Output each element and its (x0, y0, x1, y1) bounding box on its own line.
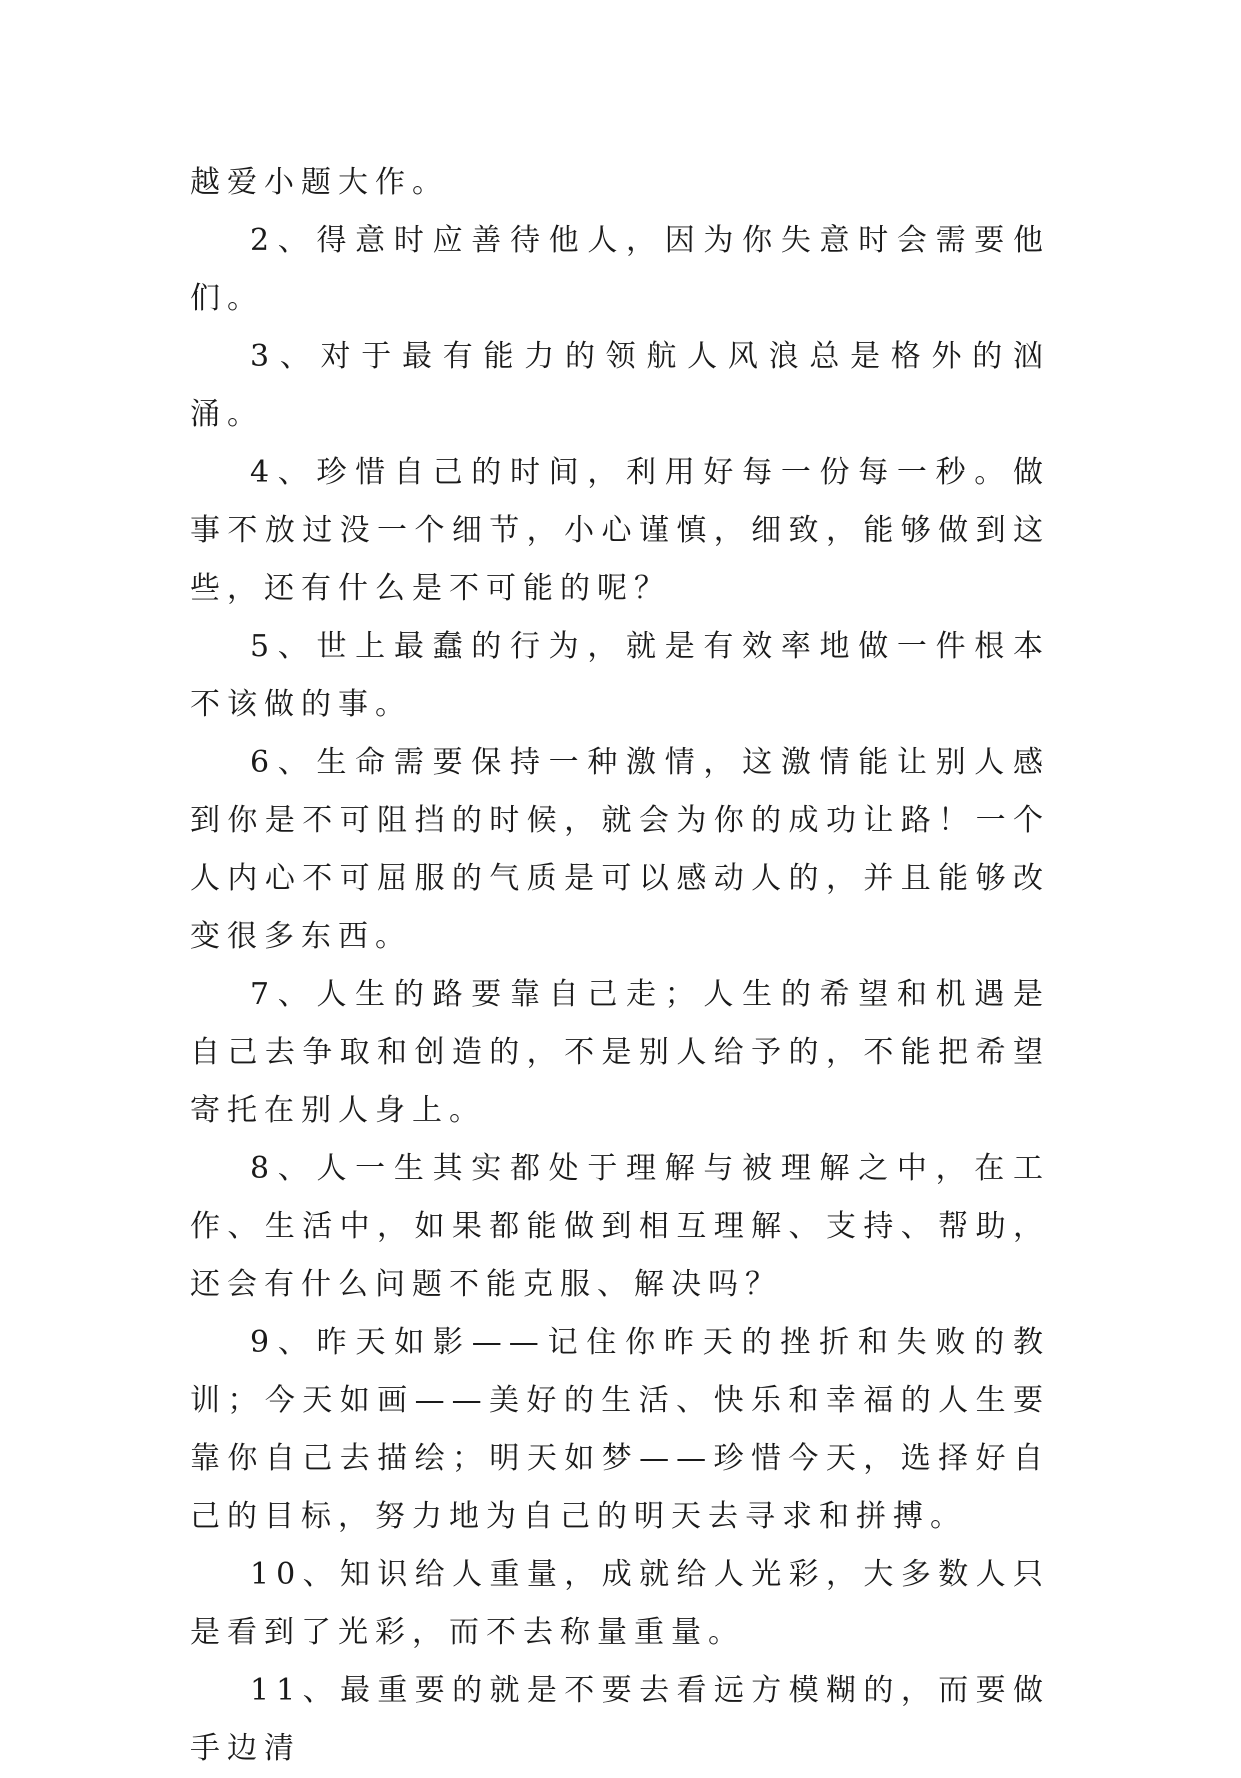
paragraph-2: 2、得意时应善待他人，因为你失意时会需要他们。 (190, 223, 1050, 316)
paragraph-3: 3、对于最有能力的领航人风浪总是格外的汹涌。 (190, 339, 1050, 432)
paragraph-4: 4、珍惜自己的时间，利用好每一份每一秒。做事不放过没一个细节，小心谨慎，细致，能够做到这些，还有什么是不可能的呢？ (190, 455, 1050, 606)
paragraph-6: 6、生命需要保持一种激情，这激情能让别人感到你是不可阻挡的时候，就会为你的成功让路！一个人内心不可屈服的气质是可以感动人的，并且能够改变很多东西。 (190, 745, 1050, 954)
paragraph-10: 10、知识给人重量，成就给人光彩，大多数人只是看到了光彩，而不去称量重量。 (190, 1557, 1050, 1650)
paragraph-1: 越爱小题大作。 (190, 165, 449, 200)
paragraph-5: 5、世上最蠢的行为，就是有效率地做一件根本不该做的事。 (190, 629, 1050, 722)
paragraph-11: 11、最重要的就是不要去看远方模糊的，而要做手边清 (190, 1673, 1050, 1766)
document-body (190, 154, 1050, 1778)
paragraph-9: 9、昨天如影——记住你昨天的挫折和失败的教训；今天如画——美好的生活、快乐和幸福的人生要靠你自己去描绘；明天如梦——珍惜今天，选择好自己的目标，努力地为自己的明天去寻求和拼搏。 (190, 1325, 1050, 1534)
paragraph-7: 7、人生的路要靠自己走；人生的希望和机遇是自己去争取和创造的，不是别人给予的，不能把希望寄托在别人身上。 (190, 977, 1050, 1128)
paragraph-8: 8、人一生其实都处于理解与被理解之中，在工作、生活中，如果都能做到相互理解、支持、帮助，还会有什么问题不能克服、解决吗？ (190, 1151, 1050, 1302)
